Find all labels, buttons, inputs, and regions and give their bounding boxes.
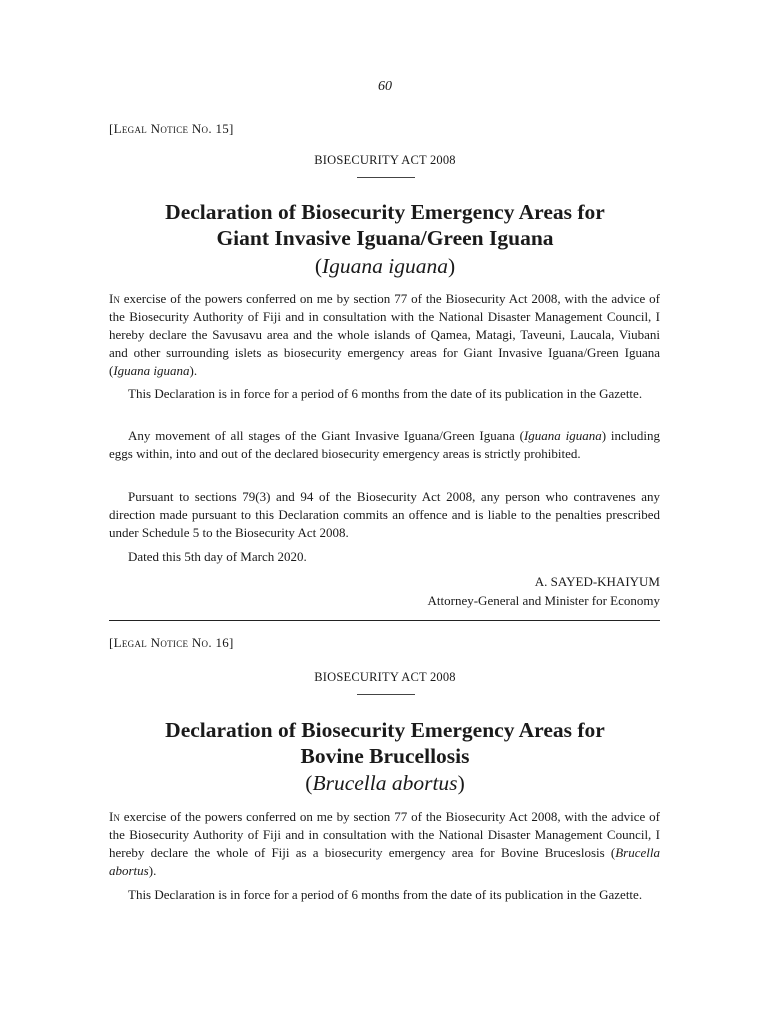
paren-open: (	[305, 771, 313, 795]
paragraph-end: ).	[148, 863, 157, 878]
bracket: [	[109, 635, 114, 650]
legal-notice-label-16	[109, 635, 234, 651]
paren-close: )	[457, 771, 465, 795]
species-inline: Iguana iguana	[523, 428, 602, 443]
species-italic: Brucella abortus	[312, 771, 458, 795]
title-line-2: Giant Invasive Iguana/Green Iguana	[216, 226, 554, 250]
paragraph-penalties: Pursuant to sections 79(3) and 94 of the Biosecurity Act 2008, any person who contravenes any direction made pursuant to this Declaration commits an offence and is liable to the penalties prescribed under Schedule 5 to the Biosecurity Act 2008.	[109, 489, 660, 540]
legal-notice-text: Legal Notice No	[113, 635, 209, 650]
paren-open: (	[314, 254, 322, 278]
paragraph-duration: This Declaration is in force for a period of 6 months from the date of its publication in the Gazette.	[128, 887, 643, 902]
dated-line: Dated this 5th day of March 2020.	[128, 549, 307, 564]
signatory-name: A. SAYED-KHAIYUM	[534, 574, 660, 589]
lead-word: In	[109, 809, 120, 824]
short-rule	[357, 177, 415, 178]
short-rule	[357, 694, 415, 695]
section-divider	[109, 620, 660, 621]
title-line-1: Declaration of Biosecurity Emergency Areas for	[165, 718, 605, 742]
species-name	[100, 771, 670, 796]
paren-close: )	[448, 254, 456, 278]
paragraph-text: Any movement of all stages of the Giant Invasive Iguana/Green Iguana (	[128, 428, 524, 443]
paragraph-exercise	[109, 290, 660, 380]
act-heading: BIOSECURITY ACT 2008	[314, 153, 456, 167]
paragraph-text: ) including eggs within, into and out of the declared biosecurity emergency areas is strictly prohibited.	[109, 428, 660, 461]
signatory-title: Attorney-General and Minister for Economy	[427, 593, 660, 608]
paragraph-movement	[109, 427, 660, 463]
paragraph-end: ).	[189, 363, 198, 378]
title-line-1: Declaration of Biosecurity Emergency Areas for	[165, 200, 605, 224]
title-line-2: Bovine Brucellosis	[300, 744, 470, 768]
lead-word: In	[109, 291, 120, 306]
species-name	[100, 254, 670, 279]
legal-notice-number: . 15]	[208, 121, 234, 136]
legal-notice-text: Legal Notice No	[113, 121, 209, 136]
declaration-title	[100, 199, 670, 251]
species-inline: Brucella abortus	[109, 845, 660, 878]
bracket: [	[109, 121, 114, 136]
legal-notice-label-15	[109, 121, 234, 137]
paragraph-text: exercise of the powers conferred on me by section 77 of the Biosecurity Act 2008, with the advice of the Biosecurity Authority of Fiji and in consultation with the National Disaster Management Council, I hereby declare the whole of Fiji as a biosecurity emergency area for Bovine Bruceslosis (	[109, 809, 660, 860]
act-heading: BIOSECURITY ACT 2008	[314, 670, 456, 684]
paragraph-duration: This Declaration is in force for a period of 6 months from the date of its publication in the Gazette.	[128, 386, 643, 401]
paragraph-text: exercise of the powers conferred on me by section 77 of the Biosecurity Act 2008, with the advice of the Biosecurity Authority of Fiji and in consultation with the National Disaster Management Council, I hereby declare the Savusavu area and the whole islands of Qamea, Matagi, Taveuni, Laucala, Viubani and other surrounding islets as biosecurity emergency areas for Giant Invasive Iguana/Green Iguana (	[109, 291, 660, 378]
page-number: 60	[378, 79, 392, 94]
species-inline: Iguana iguana	[113, 363, 190, 378]
species-italic: Iguana iguana	[321, 254, 448, 278]
declaration-title	[100, 717, 670, 769]
paragraph-exercise	[109, 808, 660, 880]
legal-notice-number: . 16]	[208, 635, 234, 650]
